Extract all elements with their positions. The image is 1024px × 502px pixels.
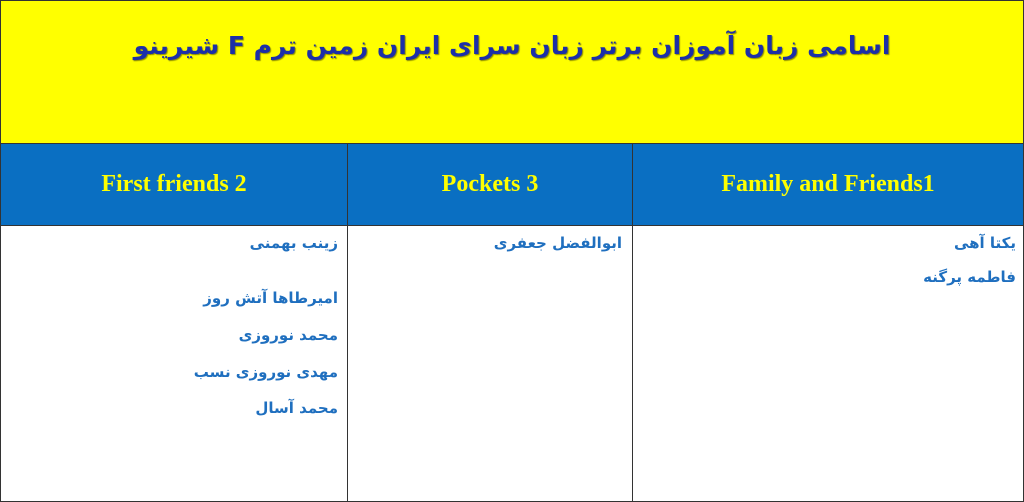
page-title: اسامی زبان آموزان برتر زبان سرای ایران زمین ترم F شیرینو [133, 31, 891, 60]
column-header-pockets: Pockets 3 [441, 171, 539, 197]
column-first-friends [1, 226, 347, 502]
header-row [1, 144, 1023, 226]
list-item: محمد نوروزی [238, 326, 338, 344]
title-band [1, 1, 1023, 144]
list-item: زینب بهمنی [249, 234, 338, 252]
list-item: فاطمه پرگنه [923, 268, 1016, 286]
column-header-first-friends: First friends 2 [101, 171, 247, 197]
list-item: ابوالفضل جعفری [493, 234, 622, 252]
list-item: یکتا آهی [953, 234, 1016, 252]
list-item: مهدی نوروزی نسب [193, 363, 338, 381]
column-family-friends [633, 226, 1023, 502]
list-item: محمد آسال [255, 399, 338, 417]
column-header-family-friends: Family and Friends1 [721, 171, 935, 197]
column-pockets [348, 226, 632, 502]
list-item: امیرطاها آتش روز [203, 289, 338, 307]
